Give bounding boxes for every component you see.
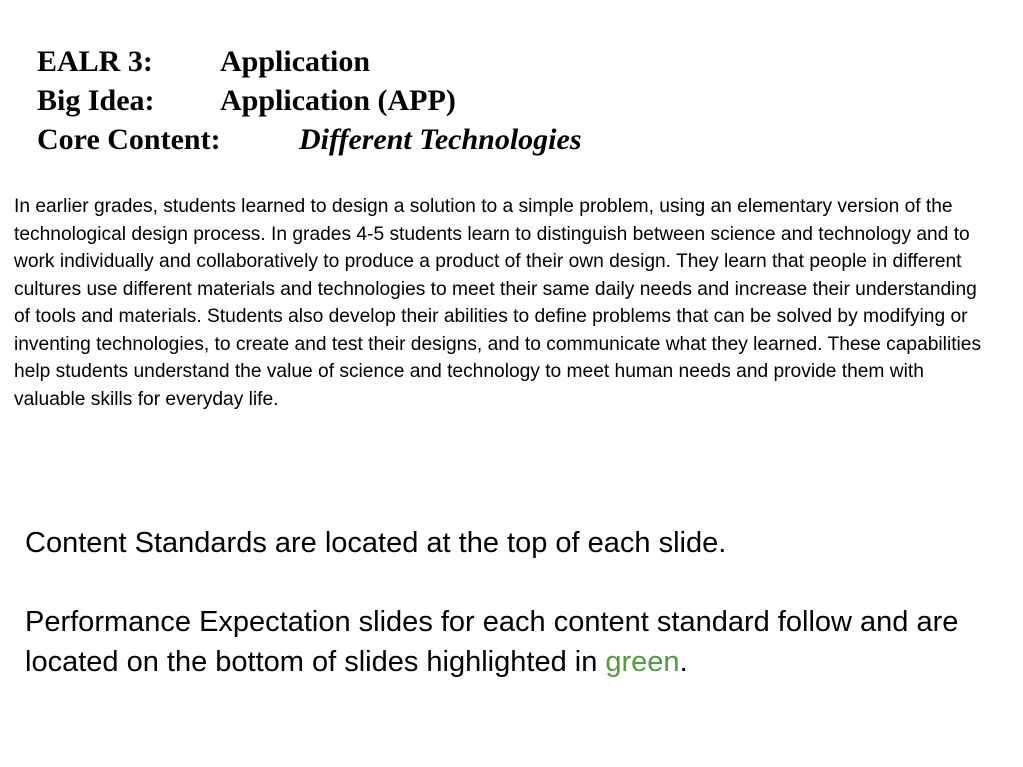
- big-idea-label: Big Idea:: [37, 84, 155, 117]
- ealr-value: Application: [220, 45, 371, 78]
- core-content-value: Different Technologies: [299, 123, 582, 156]
- standards-location-note: Content Standards are located at the top of each slide.: [25, 527, 727, 559]
- performance-text: Performance Expectation slides for each content standard follow and are located on the bottom of slides highlighted in: [25, 606, 959, 678]
- notes-section: [25, 523, 985, 682]
- spacer: [25, 563, 985, 602]
- intro-paragraph: In earlier grades, students learned to design a solution to a simple problem, using an elementary version of the technological design process. In grades 4-5 students learn to distinguish between science and technology and to work individually and collaboratively to produce a product of their own design. They learn that people in different cultures use different materials and technologies to meet their same daily needs and increase their understanding of tools and materials. Students also develop their abilities to define problems that can be solved by modifying or inventing technologies, to create and test their designs, and to communicate what they learned. These capabilities help students understand the value of science and technology to meet human needs and provide them with valuable skills for everyday life.: [14, 196, 982, 410]
- core-content-label: Core Content:: [37, 123, 221, 156]
- ending-punctuation: .: [679, 646, 688, 678]
- ealr-label: EALR 3:: [37, 45, 153, 78]
- performance-expectation-note: [25, 602, 985, 682]
- green-highlight-word: green: [605, 646, 680, 678]
- big-idea-value: Application (APP): [220, 84, 456, 117]
